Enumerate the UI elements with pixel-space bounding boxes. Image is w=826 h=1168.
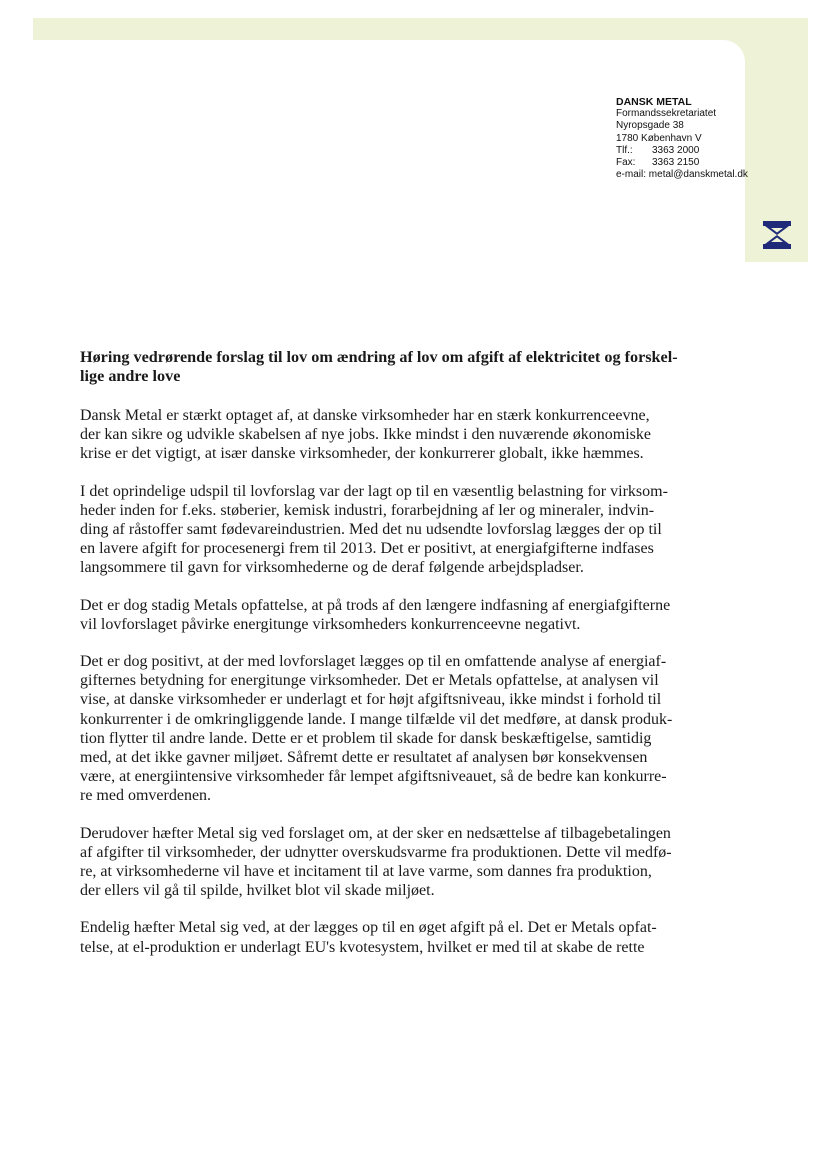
text-line: Det er dog positivt, at der med lovforslaget lægges op til en omfattende analyse af energiaf- — [80, 653, 667, 671]
paragraph-3 — [80, 596, 760, 634]
fax-label: Fax: — [616, 157, 636, 169]
text-line: ding af råstoffer samt fødevareindustrien. Med det nu udsendte lovforslag lægges der op til — [80, 521, 662, 539]
street-address: Nyropsgade 38 — [616, 120, 684, 132]
fax-row — [616, 157, 748, 169]
text-line: I det oprindelige udspil til lovforslag var der lagt op til en væsentlig belastning for virksom- — [80, 482, 668, 500]
org-name: DANSK METAL — [616, 96, 692, 108]
dansk-metal-logo-icon — [762, 220, 792, 250]
phone-row — [616, 145, 748, 157]
postal-city: 1780 København V — [616, 132, 702, 144]
text-line: heder inden for f.eks. støberier, kemisk industri, forarbejdning af ler og mineraler, indvin- — [80, 501, 655, 519]
text-line: re, at virksomhederne vil have et incitament til at lave varme, som dannes fra produktion, — [80, 863, 652, 881]
letterhead-address — [616, 96, 748, 181]
email-address[interactable]: metal@danskmetal.dk — [648, 169, 748, 181]
phone-number: 3363 2000 — [652, 144, 700, 156]
text-line: der ellers vil gå til spilde, hvilket blot vil skade miljøet. — [80, 882, 435, 900]
text-line: Dansk Metal er stærkt optaget af, at danske virksomheder har en stærk konkurrenceevne, — [80, 407, 650, 424]
letter-body — [80, 348, 760, 975]
paragraph-5 — [80, 824, 760, 901]
text-line: re med omverdenen. — [80, 787, 212, 805]
text-line: en lavere afgift for procesenergi frem til 2013. Det er positivt, at energiafgifterne indfases — [80, 540, 654, 558]
text-line: langsommere til gavn for virksomhederne og de deraf følgende arbejdspladser. — [80, 559, 584, 577]
text-line: Det er dog stadig Metals opfattelse, at på trods af den længere indfasning af energiafgifterne — [80, 596, 671, 614]
letter-title-line: lige andre love — [80, 367, 181, 385]
text-line: konkurrenter i de omkringliggende lande. I mange tilfælde vil det medføre, at dansk produk- — [80, 710, 673, 728]
email-row — [616, 169, 748, 181]
text-line: gifternes betydning for energitunge virksomheder. Det er Metals opfattelse, at analysen vil — [80, 672, 659, 690]
fax-number: 3363 2150 — [652, 157, 700, 169]
text-line: telse, at el-produktion er underlagt EU's kvotesystem, hvilket er med til at skabe de rette — [80, 938, 645, 956]
text-line: vise, at danske virksomheder er underlagt et for højt afgiftsniveau, ikke mindst i forhold til — [80, 691, 662, 709]
text-line: være, at energiintensive virksomheder får lempet afgiftsniveauet, så de bedre kan konkurre- — [80, 768, 667, 786]
phone-label: Tlf.: — [616, 144, 633, 156]
text-line: med, at det ikke gavner miljøet. Såfremt dette er resultatet af analysen bør konsekvensen — [80, 749, 648, 767]
text-line: Endelig hæfter Metal sig ved, at der lægges op til en øget afgift på el. Det er Metals opfat- — [80, 919, 657, 937]
text-line: tion flytter til andre lande. Dette er et problem til skade for dansk beskæftigelse, samtidig — [80, 729, 652, 747]
letter-title-line: Høring vedrørende forslag til lov om ændring af lov om afgift af elektricitet og forskel- — [80, 348, 678, 366]
paragraph-2 — [80, 482, 760, 578]
text-line: der kan sikre og udvikle skabelsen af nye jobs. Ikke mindst i den nuværende økonomiske — [80, 426, 651, 444]
text-line: krise er det vigtigt, at især danske virksomheder, der konkurrerer globalt, ikke hæmmes. — [80, 445, 644, 463]
paragraph-1 — [80, 406, 760, 464]
department: Formandssekretariatet — [616, 108, 717, 120]
letter-title — [80, 348, 760, 386]
paragraph-4 — [80, 652, 760, 806]
paragraph-6 — [80, 918, 760, 956]
text-line: vil lovforslaget påvirke energitunge virksomheders konkurrenceevne negativt. — [80, 615, 581, 633]
letterhead-band-top — [33, 18, 808, 40]
text-line: Derudover hæfter Metal sig ved forslaget om, at der sker en nedsættelse af tilbagebetalingen — [80, 824, 671, 842]
email-label: e-mail: — [616, 169, 647, 181]
text-line: af afgifter til virksomheder, der udnytter overskudsvarme fra produktionen. Dette vil medfø- — [80, 843, 672, 861]
